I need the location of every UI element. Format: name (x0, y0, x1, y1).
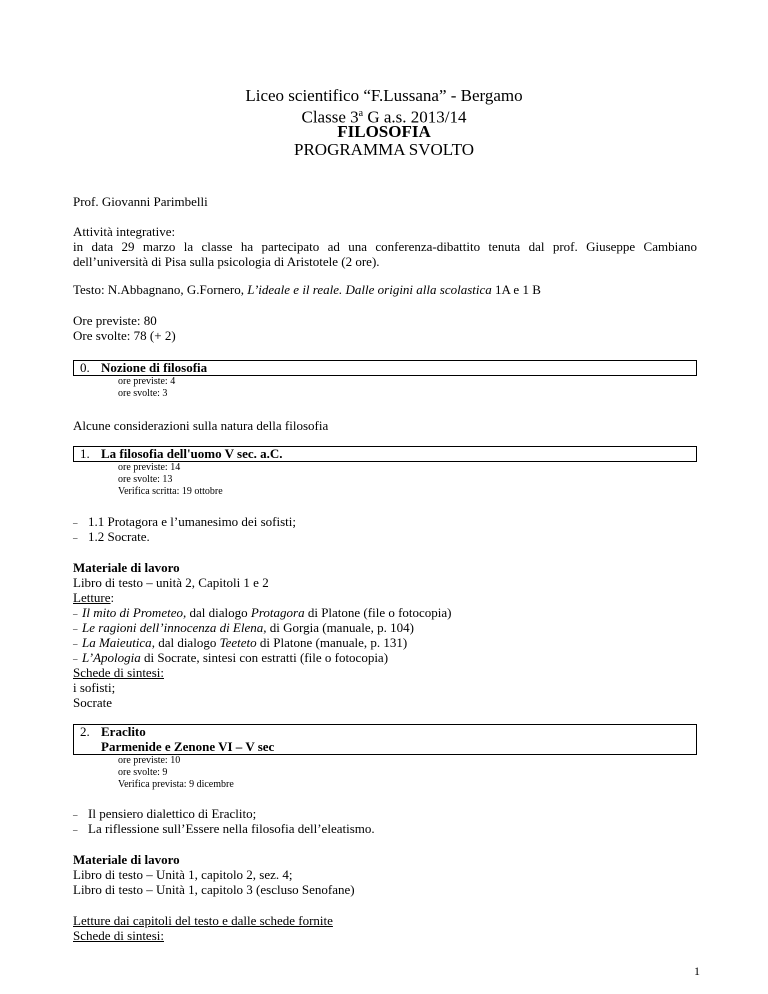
section-1-book: Libro di testo – unità 2, Capitoli 1 e 2 (73, 575, 269, 590)
dash-bullet-icon: – (73, 810, 78, 820)
textbook-title: L’ideale e il reale. Dalle origini alla scolastica (247, 282, 492, 297)
dash-bullet-icon: – (73, 654, 78, 664)
section-2-box (73, 724, 697, 755)
dash-bullet-icon: – (73, 639, 78, 649)
section-2-subtitle: Parmenide e Zenone VI – V sec (101, 739, 275, 754)
section-2-readings: Letture dai capitoli del testo e dalle schede fornite (73, 913, 333, 928)
section-1-test: Verifica scritta: 19 ottobre (118, 486, 223, 497)
section-2-done: ore svolte: 9 (118, 767, 168, 778)
list-item: – 1.2 Socrate. (73, 529, 150, 544)
class-suffix: G a.s. 2013/14 (363, 107, 467, 127)
section-2-material-heading: Materiale di lavoro (73, 852, 180, 867)
section-2-summaries-label: Schede di sintesi: (73, 928, 164, 943)
summary-item: i sofisti; (73, 680, 116, 695)
activities-label: Attività integrative: (73, 224, 176, 239)
program-title: PROGRAMMA SVOLTO (294, 140, 474, 159)
section-1-box (73, 446, 697, 462)
hours-planned: Ore previste: 80 (73, 313, 157, 328)
list-item: – 1.1 Protagora e l’umanesimo dei sofisti; (73, 514, 296, 529)
section-2-planned: ore previste: 10 (118, 755, 181, 766)
school-name: Liceo scientifico “F.Lussana” - Bergamo (245, 86, 523, 105)
section-2-test: Verifica prevista: 9 dicembre (118, 779, 234, 790)
hours-done: Ore svolte: 78 (+ 2) (73, 328, 176, 343)
reading-item: – L’Apologia di Socrate, sintesi con estratti (file o fotocopia) (73, 650, 389, 665)
section-2-number: 2. (80, 724, 90, 739)
section-1-title: La filosofia dell'uomo V sec. a.C. (101, 446, 283, 461)
section-1-planned: ore previste: 14 (118, 462, 181, 473)
section-2-title: Eraclito (101, 724, 146, 739)
section-1-number: 1. (80, 446, 90, 461)
list-item: – Il pensiero dialettico di Eraclito; (73, 806, 257, 821)
section-2-book-1: Libro di testo – Unità 1, capitolo 2, sez. 4; (73, 867, 293, 882)
teacher-name: Prof. Giovanni Parimbelli (73, 194, 208, 209)
section-0-done: ore svolte: 3 (118, 388, 168, 399)
summary-item: Socrate (73, 695, 112, 710)
section-1-material-heading: Materiale di lavoro (73, 560, 180, 575)
section-0-number: 0. (80, 360, 90, 375)
reading-item: – Le ragioni dell’innocenza di Elena, di Gorgia (manuale, p. 104) (73, 620, 414, 635)
section-1-readings-label: Letture: (73, 590, 115, 605)
reading-item: – Il mito di Prometeo, dal dialogo Protagora di Platone (file o fotocopia) (73, 605, 452, 620)
class-superscript: a (358, 108, 364, 119)
section-2-book-2: Libro di testo – Unità 1, capitolo 3 (escluso Senofane) (73, 882, 355, 897)
section-1-done: ore svolte: 13 (118, 474, 173, 485)
subject-title: FILOSOFIA (337, 122, 431, 141)
list-item: – La riflessione sull’Essere nella filosofia dell’eleatismo. (73, 821, 375, 836)
class-prefix: Classe 3 (301, 107, 359, 127)
dash-bullet-icon: – (73, 624, 78, 634)
section-0-description: Alcune considerazioni sulla natura della filosofia (73, 418, 329, 433)
textbook-prefix: Testo: N.Abbagnano, G.Fornero, (73, 282, 248, 297)
dash-bullet-icon: – (73, 518, 78, 528)
section-1-summaries-label: Schede di sintesi: (73, 665, 164, 680)
dash-bullet-icon: – (73, 533, 78, 543)
textbook-suffix: 1A e 1 B (491, 282, 541, 297)
dash-bullet-icon: – (73, 609, 78, 619)
page-number: 1 (694, 964, 700, 978)
section-0-planned: ore previste: 4 (118, 376, 176, 387)
section-0-box (73, 360, 697, 376)
dash-bullet-icon: – (73, 825, 78, 835)
reading-item: – La Maieutica, dal dialogo Teeteto di Platone (manuale, p. 131) (73, 635, 408, 650)
activities-text: in data 29 marzo la classe ha partecipato ad una conferenza-dibattito tenuta dal prof. Giuseppe Cambiano dell’università di Pisa sulla psicologia di Aristotele (2 ore). (73, 239, 697, 269)
textbook-line (73, 282, 541, 297)
section-0-title: Nozione di filosofia (101, 360, 208, 375)
